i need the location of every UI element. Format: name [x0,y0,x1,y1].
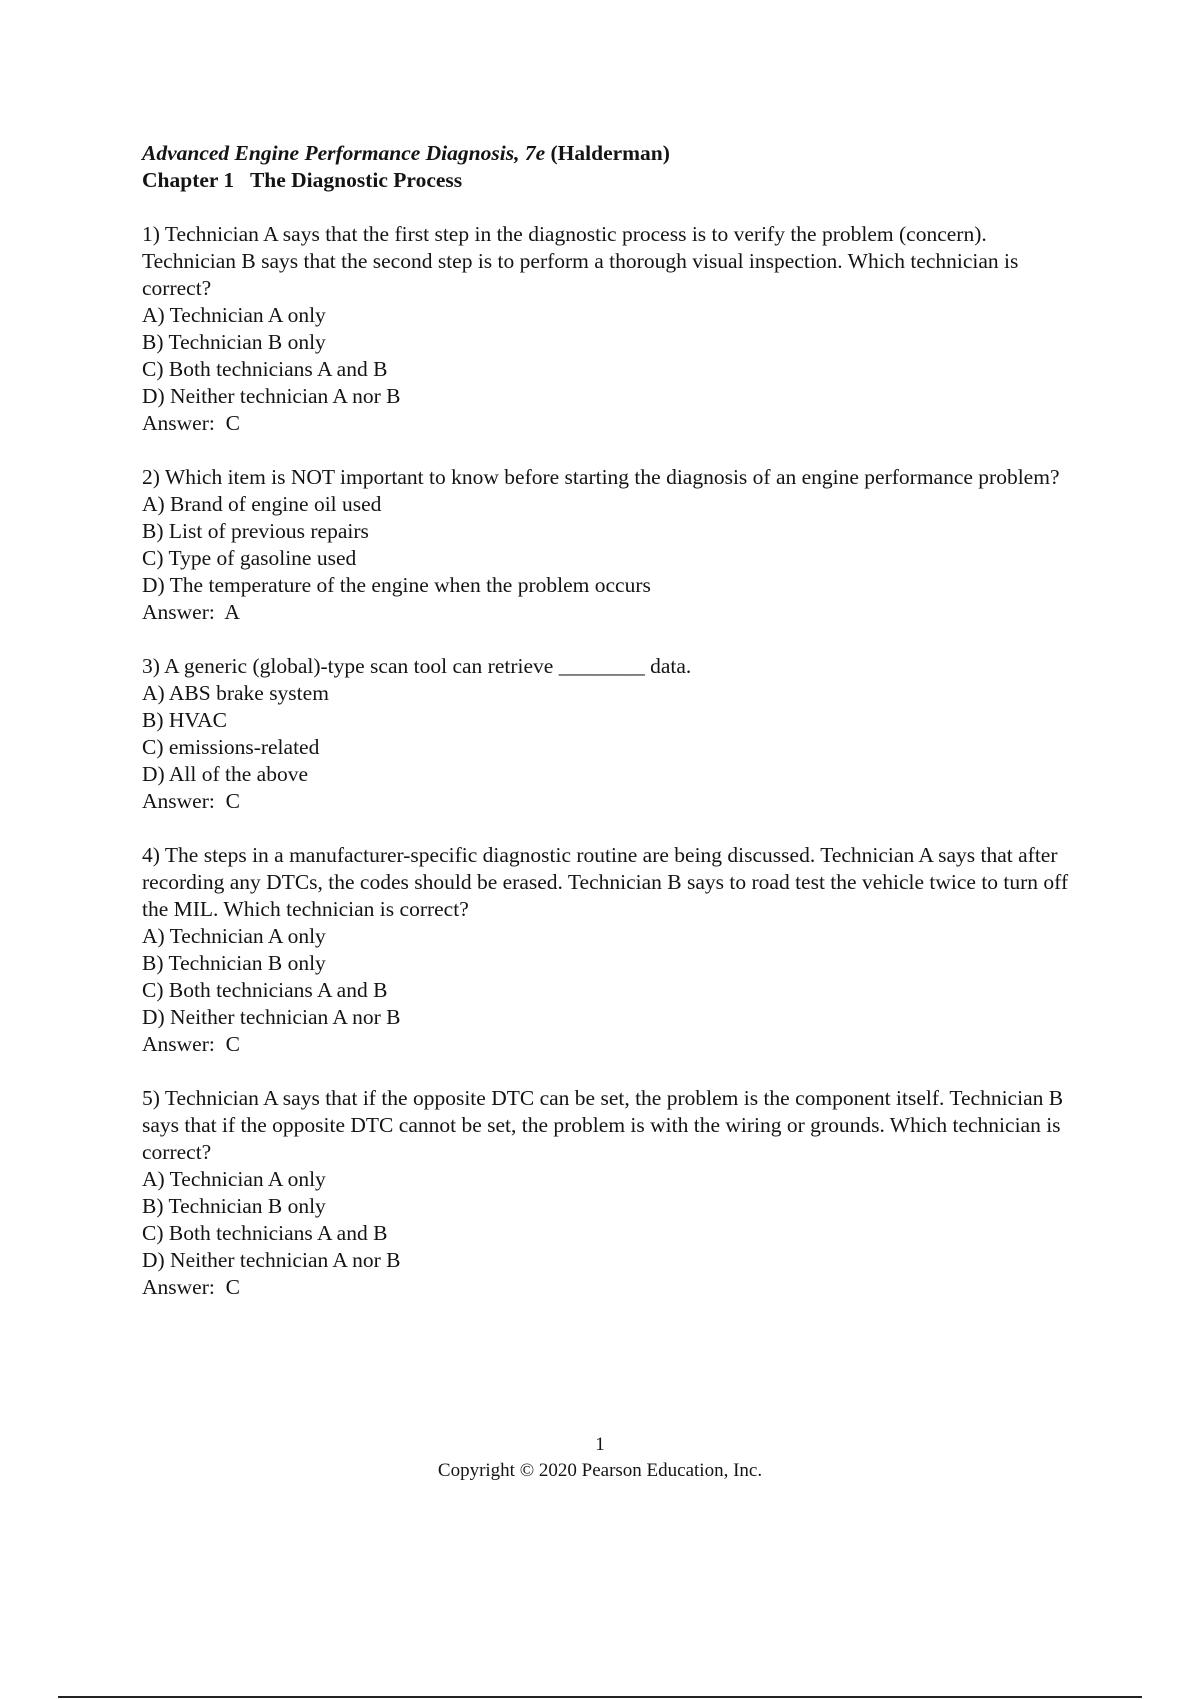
answer-key: Answer: C [142,789,240,813]
author-name: (Halderman) [545,141,670,165]
answer-key: Answer: C [142,1032,240,1056]
chapter-title: The Diagnostic Process [249,168,463,192]
answer-key: Answer: C [142,411,240,435]
bottom-divider [58,1696,1142,1698]
option-b: B) Technician B only [142,1194,326,1218]
option-c: C) Both technicians A and B [142,1221,388,1245]
option-b: B) Technician B only [142,330,326,354]
option-b: B) List of previous repairs [142,519,369,543]
page-number: 1 [595,1434,605,1455]
option-d: D) Neither technician A nor B [142,384,401,408]
option-b: B) HVAC [142,708,228,732]
option-d: D) Neither technician A nor B [142,1248,401,1272]
option-a: A) Technician A only [142,303,326,327]
option-d: D) Neither technician A nor B [142,1005,401,1029]
question-4 [142,842,1082,1058]
document-content [142,140,1082,1301]
copyright-notice: Copyright © 2020 Pearson Education, Inc. [437,1460,763,1481]
question-text: 4) The steps in a manufacturer-specific diagnostic routine are being discussed. Technician A says that after recording any DTCs, the codes should be erased. Technician B says to road test the vehicle twice to turn off the MIL. Which technician is correct? [142,843,1069,921]
answer-options [142,302,1082,410]
option-d: D) All of the above [142,762,308,786]
option-a: A) Brand of engine oil used [142,492,382,516]
option-c: C) Both technicians A and B [142,978,388,1002]
answer-options [142,491,1082,599]
question-text: 3) A generic (global)-type scan tool can retrieve ________ data. [142,654,692,678]
document-title [142,140,1082,167]
question-1 [142,221,1082,437]
question-text: 2) Which item is NOT important to know before starting the diagnosis of an engine performance problem? [142,465,1060,489]
question-5 [142,1085,1082,1301]
option-c: C) Both technicians A and B [142,357,388,381]
option-a: A) ABS brake system [142,681,329,705]
option-a: A) Technician A only [142,1167,326,1191]
question-text: 1) Technician A says that the first step in the diagnostic process is to verify the problem (concern). Technician B says that the second step is to perform a thorough visual inspection. Which technician is correct? [142,222,1019,300]
answer-options [142,680,1082,788]
question-2 [142,464,1082,626]
option-b: B) Technician B only [142,951,326,975]
answer-options [142,923,1082,1031]
option-c: C) emissions-related [142,735,320,759]
chapter-heading [142,167,1082,194]
answer-key: Answer: A [142,600,240,624]
question-text: 5) Technician A says that if the opposite DTC can be set, the problem is the component itself. Technician B says that if the opposite DTC cannot be set, the problem is with the wiring or grounds. Which technician is correct? [142,1086,1064,1164]
answer-key: Answer: C [142,1275,240,1299]
option-a: A) Technician A only [142,924,326,948]
question-3 [142,653,1082,815]
chapter-label: Chapter 1 [142,168,235,192]
option-c: C) Type of gasoline used [142,546,357,570]
option-d: D) The temperature of the engine when the problem occurs [142,573,651,597]
answer-options [142,1166,1082,1274]
book-title: Advanced Engine Performance Diagnosis, 7e [142,141,546,165]
